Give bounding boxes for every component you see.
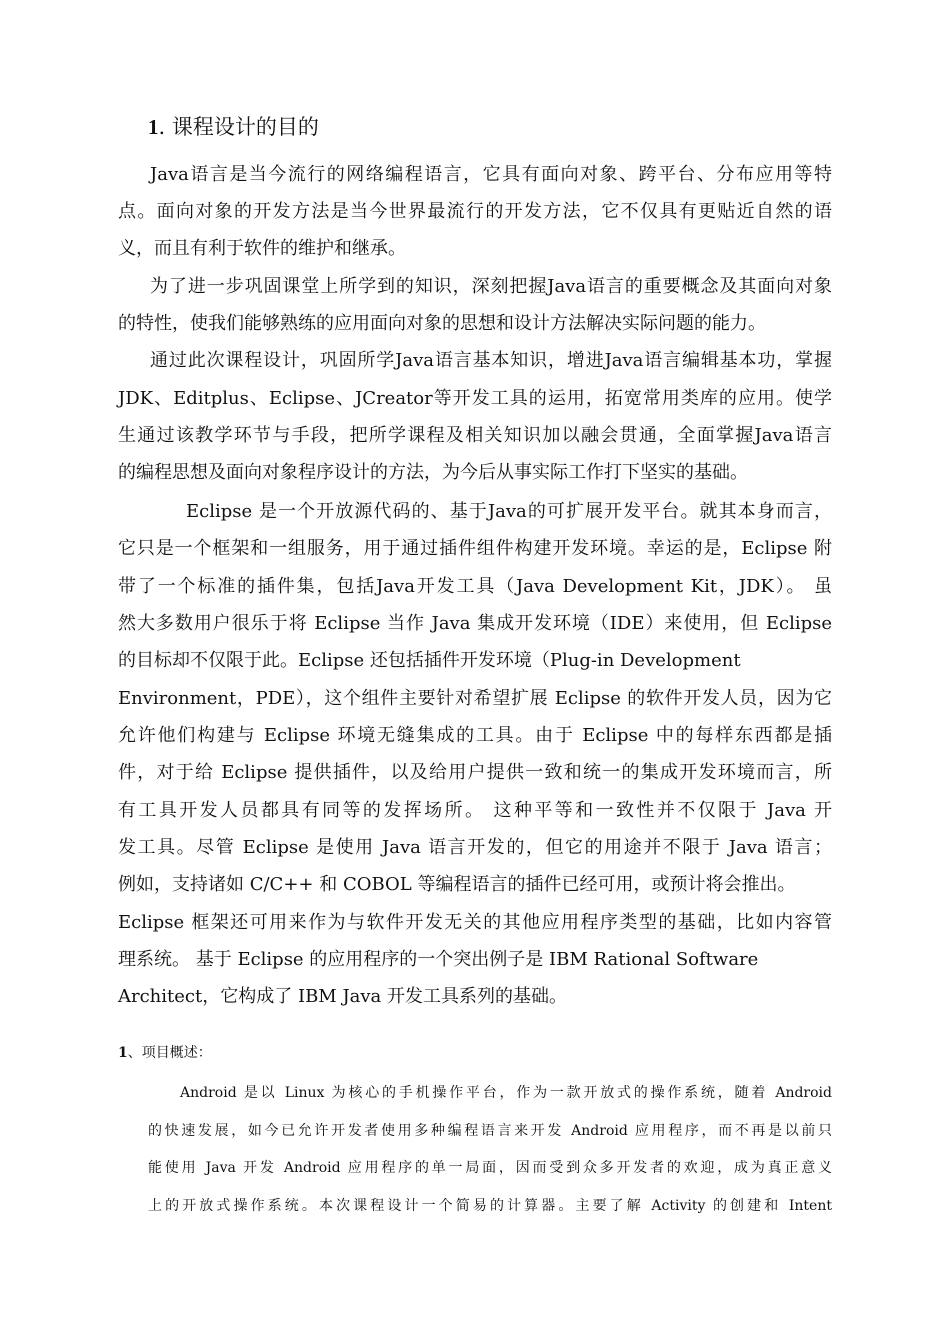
overview-line: 能使用 Java 开发 Android 应用程序的单一局面，因而受到众多开发者的欢迎，成为真正意义	[148, 1160, 832, 1176]
paragraph-line: Eclipse 是一个开放源代码的、基于Java的可扩展开发平台。就其本身而言，	[186, 501, 832, 522]
paragraph-line: JDK、Editplus、Eclipse、JCreator等开发工具的运用，拓宽常用类库的应用。使学	[118, 388, 832, 409]
paragraph-line: 生通过该教学环节与手段，把所学课程及相关知识加以融会贯通，全面掌握Java语言	[118, 425, 832, 446]
paragraph-line: 的编程思想及面向对象程序设计的方法，为今后从事实际工作打下坚实的基础。	[118, 462, 748, 483]
paragraph-line: 通过此次课程设计，巩固所学Java语言基本知识，增进Java语言编辑基本功，掌握	[150, 350, 832, 371]
paragraph-line: 例如，支持诸如 C/C++ 和 COBOL 等编程语言的插件已经可用，或预计将会推出。	[118, 874, 796, 895]
heading-title: . 课程设计的目的	[158, 115, 319, 139]
paragraph-line: 点。面向对象的开发方法是当今世界最流行的开发方法，它不仅具有更贴近自然的语	[118, 201, 832, 222]
paragraph-line: 允许他们构建与 Eclipse 环境无缝集成的工具。由于 Eclipse 中的每样东西都是插	[118, 725, 832, 746]
paragraph-line: 带了一个标准的插件集，包括Java开发工具（Java Development Kit，JDK）。 虽	[118, 576, 832, 597]
section-heading-overview	[118, 1043, 212, 1063]
overview-line: 的快速发展，如今已允许开发者使用多种编程语言来开发 Android 应用程序，而不再是以前只	[148, 1123, 832, 1139]
paragraph-line: 为了进一步巩固课堂上所学到的知识，深刻把握Java语言的重要概念及其面向对象	[150, 276, 832, 297]
heading-number: 1	[118, 1045, 128, 1061]
paragraph-line: 有工具开发人员都具有同等的发挥场所。 这种平等和一致性并不仅限于 Java 开	[118, 800, 832, 821]
paragraph-line: 发工具。尽管 Eclipse 是使用 Java 语言开发的，但它的用途并不限于 Java 语言；	[118, 837, 832, 858]
paragraph-line: 的特性，使我们能够熟练的应用面向对象的思想和设计方法解决实际问题的能力。	[118, 313, 766, 334]
heading-number: 1	[148, 115, 159, 139]
paragraph-line: 件，对于给 Eclipse 提供插件，以及给用户提供一致和统一的集成开发环境而言，所	[118, 762, 832, 783]
paragraph-line: 理系统。 基于 Eclipse 的应用程序的一个突出例子是 IBM Rational Software	[118, 949, 759, 970]
paragraph-line: Java语言是当今流行的网络编程语言，它具有面向对象、跨平台、分布应用等特	[150, 164, 832, 185]
paragraph-line: Eclipse 框架还可用来作为与软件开发无关的其他应用程序类型的基础，比如内容管	[118, 912, 832, 933]
section-heading-purpose	[148, 112, 319, 142]
heading-title: 、项目概述：	[127, 1045, 212, 1061]
paragraph-line: 然大多数用户很乐于将 Eclipse 当作 Java 集成开发环境（IDE）来使用，但 Eclipse	[118, 613, 832, 634]
paragraph-line: 的目标却不仅限于此。Eclipse 还包括插件开发环境（Plug-in Development	[118, 650, 741, 671]
paragraph-line: 义，而且有利于软件的维护和继承。	[118, 238, 406, 259]
overview-line: 上的开放式操作系统。本次课程设计一个简易的计算器。主要了解 Activity 的创建和 Intent	[148, 1198, 832, 1214]
paragraph-line: Architect，它构成了 IBM Java 开发工具系列的基础。	[118, 986, 568, 1007]
overview-line: Android 是以 Linux 为核心的手机操作平台，作为一款开放式的操作系统，随着 Android	[180, 1085, 832, 1101]
paragraph-line: 它只是一个框架和一组服务，用于通过插件组件构建开发环境。幸运的是，Eclipse 附	[118, 538, 832, 559]
paragraph-line: Environment，PDE），这个组件主要针对希望扩展 Eclipse 的软件开发人员，因为它	[118, 688, 832, 709]
